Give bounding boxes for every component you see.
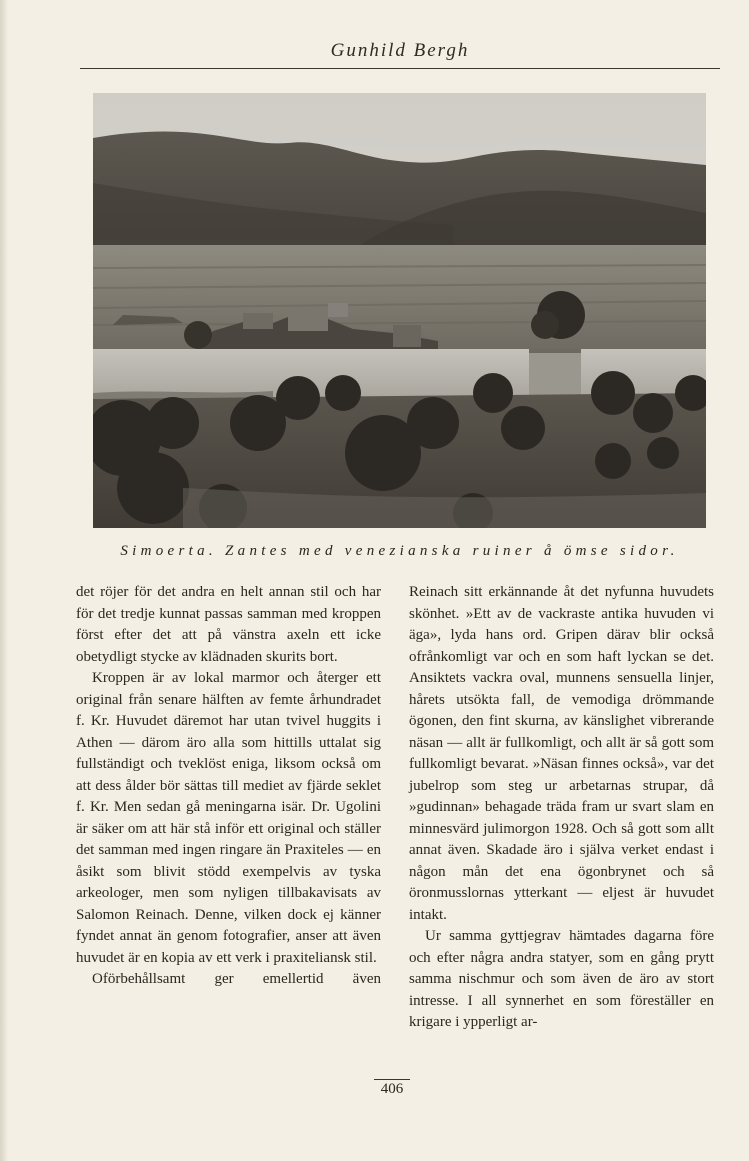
landscape-photo-drawing bbox=[93, 93, 706, 528]
landscape-photo bbox=[93, 93, 706, 528]
left-paragraph-2: Kroppen är av lokal marmor och återger ett original från senare hälften av femte århundradet f. Kr. Huvudet däremot har utan tvivel huggits i Athen — därom äro alla som hittills uttalat sig fullständigt och tveklöst eniga, liksom också om att dess ålder bör sättas till mediet av fjärde seklet f. Kr. Men sedan gå meningarna isär. Dr. Ugolini är säker om att här stå inför ett original och ställer det samman med ingen ringare än Praxiteles — en åsikt som blivit stödd exempelvis av tyska arkeologer, men som nyligen tillbakavisats av Salomon Reinach. Denne, vilken dock ej känner fyndet annat än genom fotografier, anser att även huvudet är en kopia av ett verk i praxiteliansk stil. bbox=[76, 670, 381, 966]
left-paragraph-1: det röjer för det andra en helt annan stil och har för det tredje kunnat passas samman med kroppen först efter det att på vänstra axeln ett icke obetydligt stycke av klädnaden skurits bort. bbox=[76, 584, 381, 665]
right-paragraph-1: Reinach sitt erkännande åt det nyfunna huvudets skönhet. »Ett av de vackraste antika huvuden vi äga», lyda hans ord. Gripen därav blir också ofrånkomligt var och en som haft lyckan se det. Ansiktets vackra oval, munnens sensuella linjer, hårets utsökta fall, de vemodiga drömmande ögonen, den fint skurna, av känslighet vibrerande näsan — allt är fullkomligt, och allt är så gott som fullkomligt bevarat. »Näsan finnes också», var det jubelrop som steg ur arbetarnas strupar, då »gudinnan» behagade träda fram ur svart slam en minnesvärd julimorgon 1928. Och så gott som allt annat även. Skadade äro i själva verket endast i någon mån det ena ögonbrynet och så öronmusslornas ytterkant — eljest är huvudet intakt. bbox=[409, 584, 714, 923]
text-column-left bbox=[76, 582, 381, 991]
folio-rule bbox=[374, 1079, 410, 1080]
running-head: Gunhild Bergh bbox=[330, 40, 470, 61]
photo-caption: Simoerta. Zantes med venezianska ruiner å ömse sidor. bbox=[120, 543, 679, 559]
header-rule bbox=[80, 68, 720, 69]
left-paragraph-3: Oförbehållsamt ger emellertid även bbox=[92, 971, 381, 987]
page-edge bbox=[0, 0, 8, 1161]
page-number: 406 bbox=[380, 1081, 404, 1097]
text-column-right bbox=[409, 582, 714, 1034]
right-paragraph-2: Ur samma gyttjegrav hämtades dagarna före och efter några andra statyer, som en gång prytt samma nischmur och som även de äro av stort intresse. I all synnerhet en som föreställer en krigare i ypperligt ar- bbox=[409, 928, 714, 1030]
